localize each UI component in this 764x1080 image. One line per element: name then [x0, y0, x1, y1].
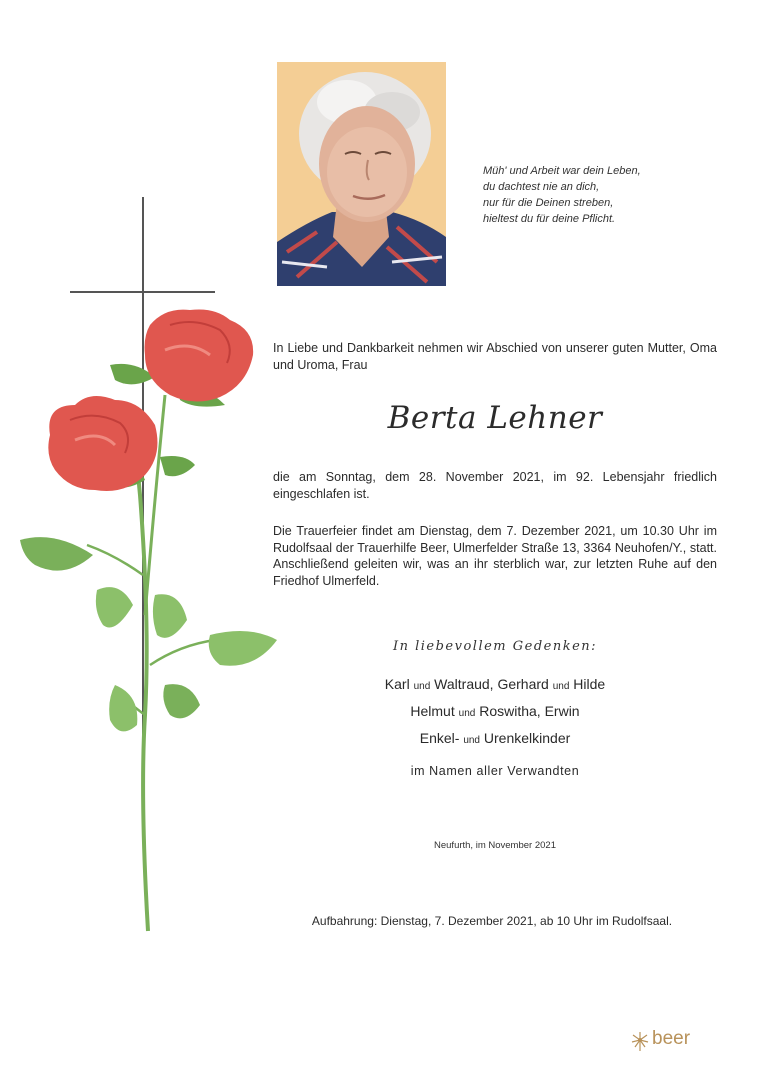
dandelion-icon — [630, 1030, 650, 1052]
conjunction: und — [463, 735, 480, 746]
viewing-info: Aufbahrung: Dienstag, 7. Dezember 2021, ab 10 Uhr im Rudolfsaal. — [311, 914, 673, 928]
mourner-name: Enkel- — [419, 730, 460, 746]
conjunction: und — [413, 681, 431, 692]
poem-line: Müh' und Arbeit war dein Leben, — [483, 165, 641, 177]
mourner-name: Hilde — [573, 676, 606, 692]
conjunction: und — [458, 708, 476, 719]
intro-text: In Liebe und Dankbarkeit nehmen wir Abschied von unserer guten Mutter, Oma und Uroma, Frau — [273, 341, 717, 372]
poem-line: hieltest du für deine Pflicht. — [483, 213, 616, 225]
funeral-service-text: Die Trauerfeier findet am Dienstag, dem 7. Dezember 2021, um 10.30 Uhr im Rudolfsaal der Trauerhilfe Beer, Ulmerfelder Straße 13, 3364 Neuhofen/Y., statt. Anschließend geleiten wir, was an ihr sterblich war, zur letzten Ruhe auf den Friedhof Ulmerfeld. — [273, 524, 717, 588]
mourners-line — [273, 730, 717, 746]
mourner-name: Waltraud, Gerhard — [434, 676, 549, 692]
beer-logo — [630, 1028, 710, 1052]
mourner-name: Urenkelkinder — [483, 730, 571, 746]
mourners-line — [273, 676, 717, 692]
mourner-name: Helmut — [410, 703, 455, 719]
rose-icon — [48, 309, 253, 491]
poem-line: du dachtest nie an dich, — [483, 181, 600, 193]
cross-roses-illustration — [15, 195, 280, 935]
conjunction: und — [552, 681, 570, 692]
mourner-name: Karl — [384, 676, 410, 692]
poem — [483, 163, 713, 227]
place-date: Neufurth, im November 2021 — [434, 840, 556, 851]
poem-line: nur für die Deinen streben, — [483, 197, 614, 209]
portrait-photo — [277, 62, 446, 286]
mourner-name: Roswitha, Erwin — [479, 703, 580, 719]
mourners-line — [273, 703, 717, 719]
relatives-line: im Namen aller Verwandten — [410, 764, 580, 778]
memory-heading: In liebevollem Gedenken: — [392, 639, 598, 654]
death-notice-text: die am Sonntag, dem 28. November 2021, im 92. Lebensjahr friedlich eingeschlafen ist. — [273, 470, 717, 501]
portrait-illustration — [277, 62, 446, 286]
deceased-name: Berta Lehner — [387, 400, 603, 436]
logo-text: beer — [652, 1028, 691, 1049]
